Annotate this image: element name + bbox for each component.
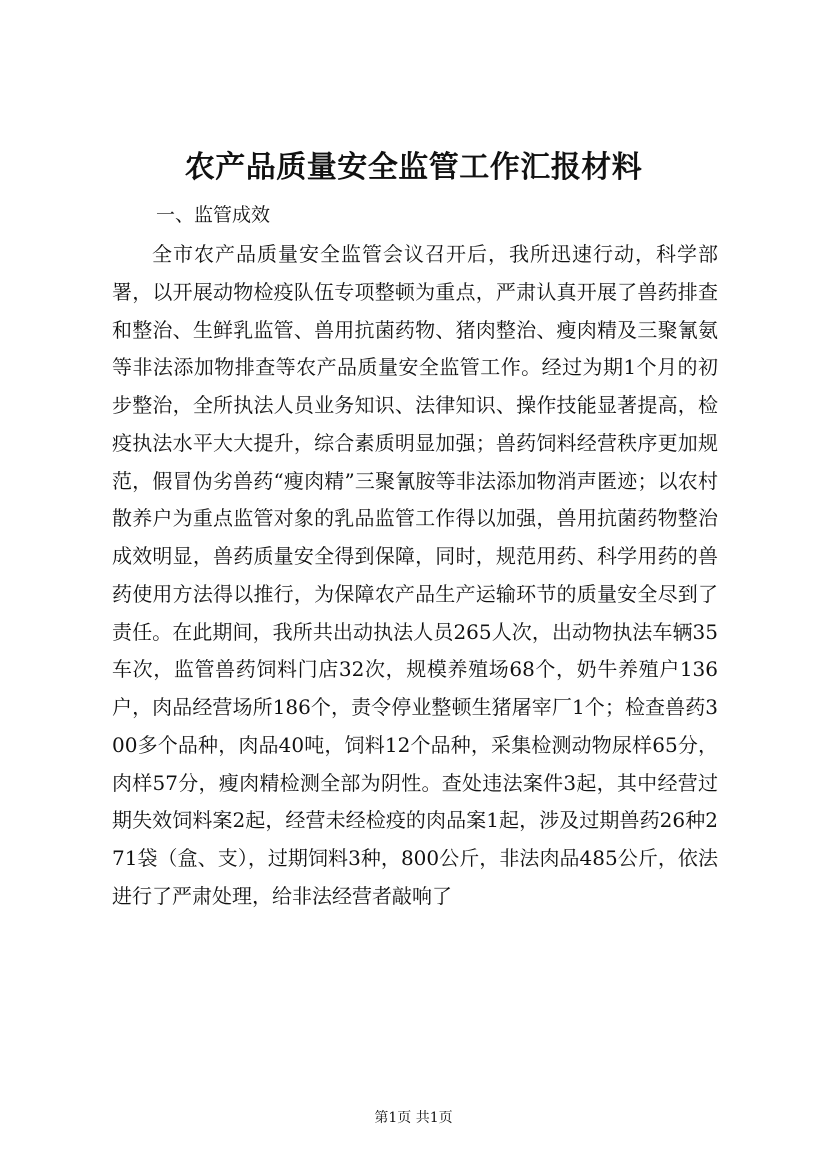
- body-paragraph: 全市农产品质量安全监管会议召开后，我所迅速行动，科学部署，以开展动物检疫队伍专项整顿为重点，严肃认真开展了兽药排查和整治、生鲜乳监管、兽用抗菌药物、猪肉整治、瘦肉精及三聚氰氨等非法添加物排查等农产品质量安全监管工作。经过为期1个月的初步整治，全所执法人员业务知识、法律知识、操作技能显著提高，检疫执法水平大大提升，综合素质明显加强；兽药饲料经营秩序更加规范，假冒伪劣兽药“瘦肉精”三聚氰胺等非法添加物消声匿迹；以农村散养户为重点监管对象的乳品监管工作得以加强，兽用抗菌药物整治成效明显，兽药质量安全得到保障，同时，规范用药、科学用药的兽药使用方法得以推行，为保障农产品生产运输环节的质量安全尽到了责任。在此期间，我所共出动执法人员265人次，出动物执法车辆35车次，监管兽药饲料门店32次，规模养殖场68个，奶牛养殖户136户，肉品经营场所186个，责令停业整顿生猪屠宰厂1个；检查兽药300多个品种，肉品40吨，饲料12个品种，采集检测动物尿样65分，肉样57分，瘦肉精检测全部为阴性。查处违法案件3起，其中经营过期失效饲料案2起，经营未经检疫的肉品案1起，涉及过期兽药26种271袋（盒、支），过期饲料3种，800公斤，非法肉品485公斤，依法进行了严肃处理，给非法经营者敲响了: [112, 242, 718, 908]
- page-number-footer: 第1页 共1页: [374, 1110, 453, 1126]
- document-title: 农产品质量安全监管工作汇报材料: [184, 150, 643, 185]
- section-heading: 一、监管成效: [156, 204, 271, 226]
